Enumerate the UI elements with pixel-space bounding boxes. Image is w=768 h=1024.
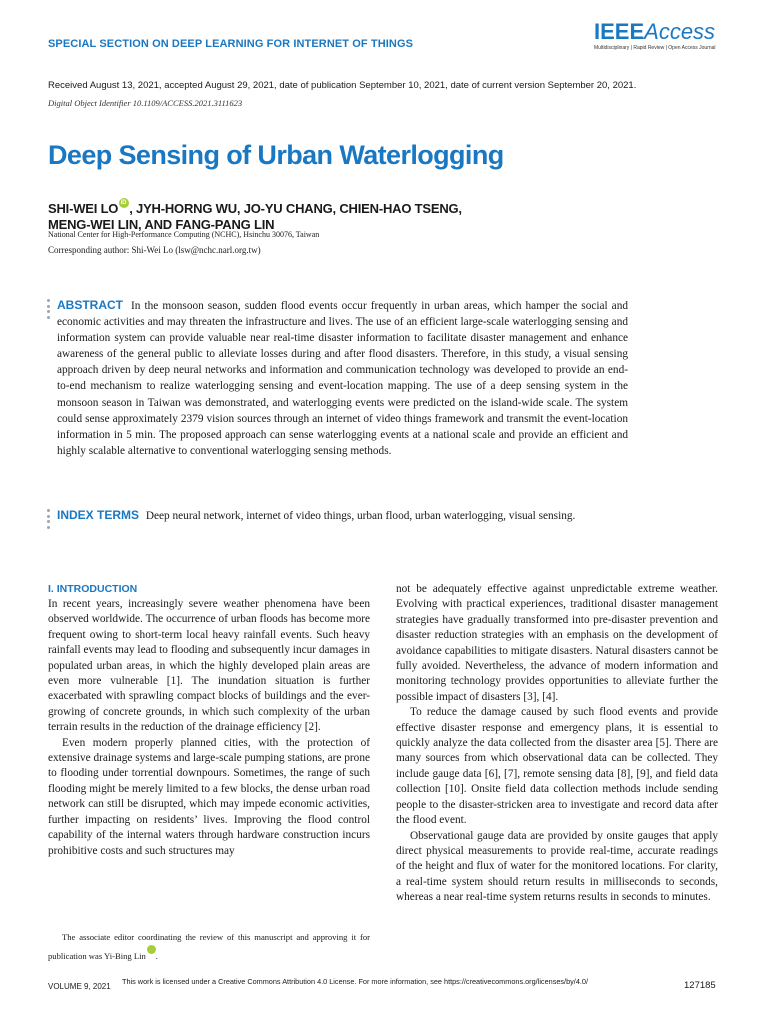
intro-paragraph-1: In recent years, increasingly severe weather phenomena have been observed worldwide. The occurrence of urban floods has become more frequent owing to short-term local heavy rainfall events. Such heavy rainfall events may lead to flooding and subsequently incur damages in populated urban areas, in which the highly developed plain areas are even more vulnerable [1]. The inundation situation is further exacerbated with sprawling compact blocks of buildings and the ever-growing of concrete grounds, in which such complexity of the urban terrain results in the reduction of the drainage efficiency [2]. [48,598,370,734]
section-heading-introduction: I. INTRODUCTION [48,583,138,595]
first-author: SHI-WEI LO [48,201,119,216]
column-left [48,582,370,859]
index-terms [57,507,628,524]
intro-paragraph-2: Even modern properly planned cities, with the protection of extensive drainage systems and large-scale pumping stations, are prone to flooding under torrential downpours. Sometimes, the range of such flooding might be merely limited to a few blocks, the dense urban road network can still be disrupted, which may impede economic activities, further impacting on residents’ lives. Improving the flood control capability of the internal waters through hardware construction incurs prohibitive costs and such structures may [48,736,370,857]
logo-ieee-text: IEEE [594,19,645,44]
column-right [396,582,718,906]
publication-dates: Received August 13, 2021, accepted August 29, 2021, date of publication September 10, 2021, date of current version September 20, 2021. [48,80,637,91]
authors-line2: MENG-WEI LIN, AND FANG-PANG LIN [48,217,275,232]
intro-paragraph-3: not be adequately effective against unpredictable extreme weather. Evolving with practical experiences, traditional disaster management strategies have gradually transformed into pre-disaster prevention and disaster reduction strategies with an emphasis on the development of avoidance capabilities to mitigate disasters. Natural disasters cannot be fully avoided. Nevertheless, the advance of modern information and monitoring technology provides opportunities to alleviate further the possible impact of disasters [3], [4]. [396,583,718,703]
index-terms-marker-icon [47,509,51,531]
logo-wordmark [594,20,724,44]
footer-license[interactable]: This work is licensed under a Creative Commons Attribution 4.0 License. For more information, see https://creativecommons.org/licenses/by/4.0/ [122,977,588,986]
abstract-marker-icon [47,299,51,321]
intro-paragraph-4: To reduce the damage caused by such flood events and provide effective disaster response and emergency plans, it is essential to quickly analyze the data collected from the disaster area [5]. There are many sources from which observational data can be collected. They include gauge data [6], [7], remote sensing data [8], [9], and field data collection [10]. Onsite field data collection methods include sending people to the disaster-stricken area to investigate and record data after the flood event. [396,706,718,827]
section-header: SPECIAL SECTION ON DEEP LEARNING FOR INTERNET OF THINGS [48,38,414,50]
index-terms-text: Deep neural network, internet of video things, urban flood, urban waterlogging, visual sensing. [145,510,576,522]
doi[interactable]: Digital Object Identifier 10.1109/ACCESS.2021.3111623 [48,98,243,108]
logo-tagline: Multidisciplinary | Rapid Review | Open Access Journal [594,45,716,51]
paper-title: Deep Sensing of Urban Waterlogging [48,140,504,170]
affiliation: National Center for High-Performance Computing (NCHC), Hsinchu 30076, Taiwan [48,230,320,239]
authors-line1: , JYH-HORNG WU, JO-YU CHANG, CHIEN-HAO TSENG, [129,201,462,216]
abstract [57,297,628,459]
footer-volume: VOLUME 9, 2021 [48,982,111,991]
footnote-text: The associate editor coordinating the review of this manuscript and approving it for publication was Yi-Bing Lin [48,932,370,961]
editor-footnote [48,930,370,963]
abstract-text: In the monsoon season, sudden flood events occur frequently in urban areas, which hamper the social and economic activities and may threaten the infrastructure and lives. The use of an efficient large-scale waterlogging sensing and information system can provide valuable near real-time disaster information to facilitate disaster management and enhance awareness of the general public to alleviate losses during and after flood disasters. Therefore, in this study, a visual sensing approach driven by deep neural networks and information and communication technology was developed to provide an end-to-end mechanism to realize waterlogging sensing and event-location mapping. The use of a deep sensing system in the monsoon season in Taiwan was demonstrated, and waterlogging events were predicted on the island-wide scale. The system could sense approximately 2379 vision sources through an internet of video things framework and transmit the event-location information in 5 min. The proposed approach can sense waterlogging events at a national scale and provide an efficient and highly scalable alternative to conventional waterlogging sensing methods. [57,300,628,457]
footnote-end: . [155,950,158,961]
index-terms-label: INDEX TERMS [57,508,140,522]
abstract-label: ABSTRACT [57,298,123,312]
orcid-icon[interactable] [147,945,156,954]
orcid-icon[interactable] [119,198,129,208]
corresponding-author: Corresponding author: Shi-Wei Lo (lsw@nchc.narl.org.tw) [48,245,261,255]
journal-logo [594,20,724,56]
page-number: 127185 [684,980,716,991]
intro-paragraph-5: Observational gauge data are provided by onsite gauges that apply direct physical measurements to provide real-time, accurate readings of the height and flux of water for the monitored locations. For clarity, a real-time system should return results in milliseconds to seconds, whereas a near real-time system returns results in seconds to minutes. [396,829,718,904]
logo-access-text: Access [644,19,716,44]
author-list [48,198,488,233]
